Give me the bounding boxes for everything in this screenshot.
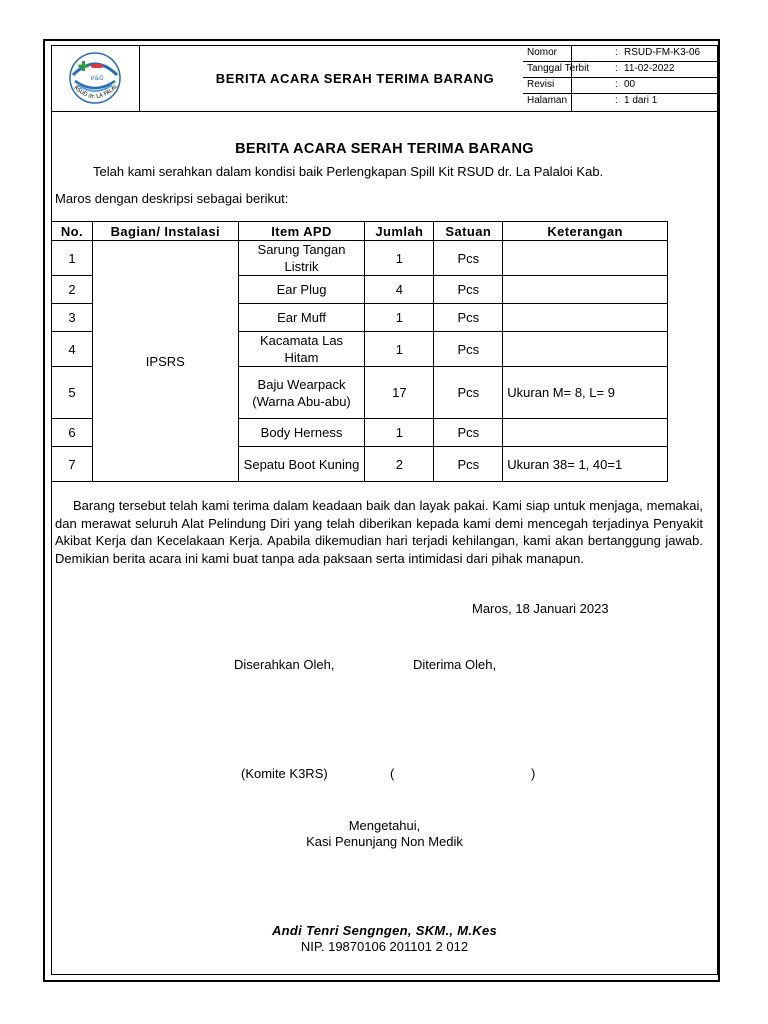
cell-satuan: Pcs	[434, 419, 503, 447]
cell-satuan: Pcs	[434, 367, 503, 419]
cell-no: 1	[52, 241, 93, 276]
meta-separator: :	[615, 95, 618, 106]
meta-separator: :	[615, 63, 618, 74]
column-header: No.	[52, 222, 93, 241]
meta-row	[523, 61, 718, 78]
signer-block	[51, 923, 718, 955]
hospital-logo-icon	[51, 45, 139, 111]
meta-value: RSUD-FM-K3-06	[624, 47, 701, 58]
receiver-label: Diterima Oleh,	[413, 657, 497, 672]
cell-satuan: Pcs	[434, 241, 503, 276]
column-header: Bagian/ Instalasi	[92, 222, 238, 241]
acknowledgement-block	[51, 818, 718, 850]
meta-label: Revisi	[527, 79, 555, 90]
cell-satuan: Pcs	[434, 304, 503, 332]
cell-jumlah: 2	[365, 447, 434, 482]
cell-no: 5	[52, 367, 93, 419]
column-header: Jumlah	[365, 222, 434, 241]
meta-row	[523, 93, 718, 109]
signer-name: Andi Tenri Sengngen, SKM., M.Kes	[271, 923, 498, 938]
cell-jumlah: 17	[365, 367, 434, 419]
table-row	[52, 241, 668, 276]
closing-text: Barang tersebut telah kami terima dalam keadaan baik dan layak pakai. Kami siap untuk menjaga, memakai, dan merawat seluruh Alat Pelindung Diri yang telah diberikan kepada kami demi mencegah terjadinya Penyakit Akibat Kerja dan Kecelakaan Kerja. Apabila dikemudian hari terjadi kehilangan, kami akan bertanggung jawab. Demikian berita acara ini kami buat tanpa ada paksaan serta intimidasi dari pihak manapun.	[55, 498, 703, 566]
giver-name: (Komite K3RS)	[241, 766, 328, 781]
cell-item: Sarung Tangan Listrik	[238, 241, 365, 276]
acknowledge-label: Mengetahui,	[348, 818, 421, 833]
document-meta	[523, 45, 718, 111]
column-header: Satuan	[434, 222, 503, 241]
meta-separator: :	[615, 47, 618, 58]
column-header: Item APD	[238, 222, 365, 241]
cell-satuan: Pcs	[434, 447, 503, 482]
cell-item: Body Herness	[238, 419, 365, 447]
meta-separator: :	[615, 79, 618, 90]
acknowledge-position: Kasi Penunjang Non Medik	[306, 834, 463, 849]
meta-value: 00	[624, 79, 636, 90]
cell-jumlah: 1	[365, 304, 434, 332]
cell-item: Ear Muff	[238, 304, 365, 332]
giver-label: Diserahkan Oleh,	[234, 657, 335, 672]
meta-row	[523, 77, 718, 94]
cell-keterangan: Ukuran M= 8, L= 9	[503, 367, 668, 419]
cell-item: Ear Plug	[238, 276, 365, 304]
cell-no: 6	[52, 419, 93, 447]
intro-line: Maros dengan deskripsi sebagai berikut:	[55, 191, 289, 206]
meta-label: Tanggal Terbit	[527, 63, 590, 74]
receiver-name-close: )	[531, 766, 536, 781]
cell-keterangan	[503, 332, 668, 367]
cell-item: Kacamata Las Hitam	[238, 332, 365, 367]
cell-department: IPSRS	[92, 241, 238, 482]
cell-jumlah: 1	[365, 332, 434, 367]
header-title: BERITA ACARA SERAH TERIMA BARANG	[139, 45, 572, 111]
signer-nip: NIP. 19870106 201101 2 012	[300, 939, 469, 954]
intro-line: Telah kami serahkan dalam kondisi baik Perlengkapan Spill Kit RSUD dr. La Palaloi Kab.	[93, 164, 604, 179]
cell-jumlah: 1	[365, 241, 434, 276]
cell-no: 4	[52, 332, 93, 367]
cell-jumlah: 1	[365, 419, 434, 447]
cell-jumlah: 4	[365, 276, 434, 304]
items-table	[51, 221, 668, 482]
table-header-row	[52, 222, 668, 241]
meta-label: Halaman	[527, 95, 568, 106]
meta-value: 1 dari 1	[624, 95, 658, 106]
column-header: Keterangan	[503, 222, 668, 241]
document-title: BERITA ACARA SERAH TERIMA BARANG	[235, 141, 534, 157]
receiver-name-open: (	[390, 766, 395, 781]
place-date: Maros, 18 Januari 2023	[472, 601, 609, 616]
meta-value: 11-02-2022	[624, 63, 675, 74]
cell-no: 3	[52, 304, 93, 332]
logo-cell	[51, 45, 140, 111]
cell-keterangan	[503, 419, 668, 447]
document-header	[51, 45, 718, 112]
cell-keterangan	[503, 304, 668, 332]
meta-row	[523, 45, 718, 62]
meta-label: Nomor	[527, 47, 558, 58]
cell-no: 2	[52, 276, 93, 304]
cell-keterangan	[503, 276, 668, 304]
cell-item: Sepatu Boot Kuning	[238, 447, 365, 482]
closing-paragraph	[55, 497, 703, 567]
cell-satuan: Pcs	[434, 276, 503, 304]
cell-satuan: Pcs	[434, 332, 503, 367]
cell-keterangan	[503, 241, 668, 276]
cell-no: 7	[52, 447, 93, 482]
cell-item: Baju Wearpack (Warna Abu-abu)	[238, 367, 365, 419]
cell-keterangan: Ukuran 38= 1, 40=1	[503, 447, 668, 482]
logo-mark-text: V&G	[90, 75, 104, 82]
logo-text: RSUD dr. LA PALAL	[72, 83, 120, 101]
intro-paragraph	[55, 158, 705, 212]
